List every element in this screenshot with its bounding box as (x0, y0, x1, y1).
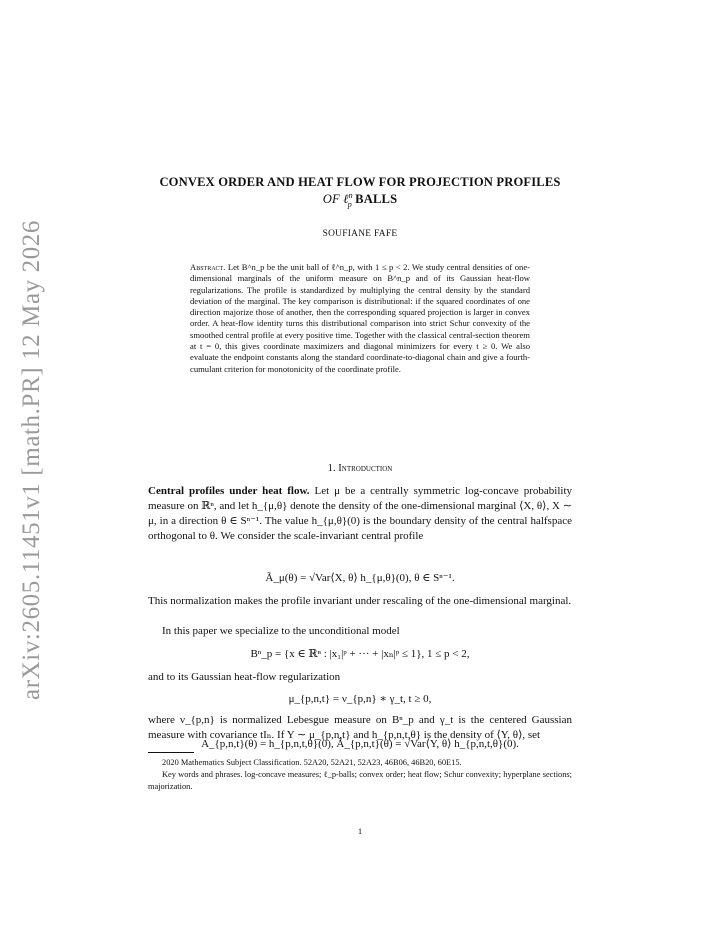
paragraph-5: where ν_{p,n} is normalized Lebesgue measure on Bⁿ_p and γ_t is the centered Gaussian measure with covariance tIₙ. If Y ∼ μ_{p,n,t} and h_{p,n,t,θ} is the density of ⟨Y, θ⟩, set (148, 714, 572, 741)
footnote-keywords: Key words and phrases. log-concave measures; ℓ_p-balls; convex order; heat flow; Schur convexity; hyperplane sections; majorization. (148, 770, 572, 791)
paragraph-3: In this paper we specialize to the unconditional model (162, 625, 400, 637)
title-line-1: CONVEX ORDER AND HEAT FLOW FOR PROJECTION PROFILES (159, 175, 561, 189)
footnote-rule (148, 752, 194, 753)
section-title: Introduction (338, 463, 393, 474)
title-sup: n (348, 191, 353, 200)
title-sub: p (347, 199, 352, 209)
equation-1: Ã_μ(θ) = √Var⟨X, θ⟩ h_{μ,θ}(0), θ ∈ Sⁿ⁻¹. (265, 572, 455, 584)
arxiv-id-text: arXiv:2605.11451v1 [math.PR] 12 May 2026 (18, 220, 45, 700)
abstract-text: Let B^n_p be the unit ball of ℓ^n_p, with 1 ≤ p < 2. We study central densities of one-dimensional marginals of the uniform measure on B^n_p and of its Gaussian heat-flow regularizations. The profile is standardized by multiplying the central density by the standard deviation of the marginal. The key comparison is distributional: if the squared coordinates of one direction majorize those of another, then the corresponding squared projection is larger in convex order. A heat-flow identity turns this distributional comparison into strict Schur convexity of the smoothed central profile at every positive time. Together with the classical central-section theorem at t = 0, this gives coordinate maximizers and diagonal minimizers for every t ≥ 0. We also evaluate the endpoint constants along the standard coordinate-to-diagonal chain and give a fourth-cumulant criterion for monotonicity of the coordinate profile. (190, 262, 530, 374)
footnote-msc: 2020 Mathematics Subject Classification. 52A20, 52A21, 52A23, 46B06, 46B20, 60E15. (162, 758, 462, 767)
abstract-block (190, 262, 530, 375)
abstract-label: Abstract. (190, 262, 226, 272)
paragraph-1 (148, 484, 572, 544)
paragraph-1-text: Let μ be a centrally symmetric log-concave probability measure on ℝⁿ, and let h_{μ,θ} denote the density of the one-dimensional marginal ⟨X, θ⟩, X ∼ μ, in a direction θ ∈ Sⁿ⁻¹. The value h_{μ,θ}(0) is the boundary density of the central halfspace orthogonal to θ. We consider the scale-invariant central profile (148, 485, 572, 542)
paragraph-4: and to its Gaussian heat-flow regularization (148, 671, 341, 683)
equation-3: μ_{p,n,t} = ν_{p,n} ∗ γ_t, t ≥ 0, (288, 693, 432, 705)
author-name: SOUFIANE FAFE (322, 229, 398, 239)
paragraph-2: This normalization makes the profile invariant under rescaling of the one-dimensional marginal. (148, 595, 572, 607)
title-line-2-start: OF ℓ (322, 192, 349, 207)
page-number: 1 (357, 826, 363, 836)
paragraph-heading: Central profiles under heat flow. (148, 485, 310, 497)
section-heading (148, 463, 572, 474)
title-line-2-end: BALLS (351, 192, 398, 207)
title-line-2 (148, 191, 572, 209)
equation-4: A_{p,n,t}(θ) = h_{p,n,t,θ}(0), Ã_{p,n,t}(θ) = √Var⟨Y, θ⟩ h_{p,n,t,θ}(0). (201, 738, 519, 750)
equation-2: Bⁿ_p = {x ∈ ℝⁿ : |x₁|ᵖ + ··· + |xₙ|ᵖ ≤ 1}, 1 ≤ p < 2, (250, 648, 470, 660)
arxiv-identifier-stamp (4, 210, 60, 710)
section-number: 1. (327, 463, 336, 474)
